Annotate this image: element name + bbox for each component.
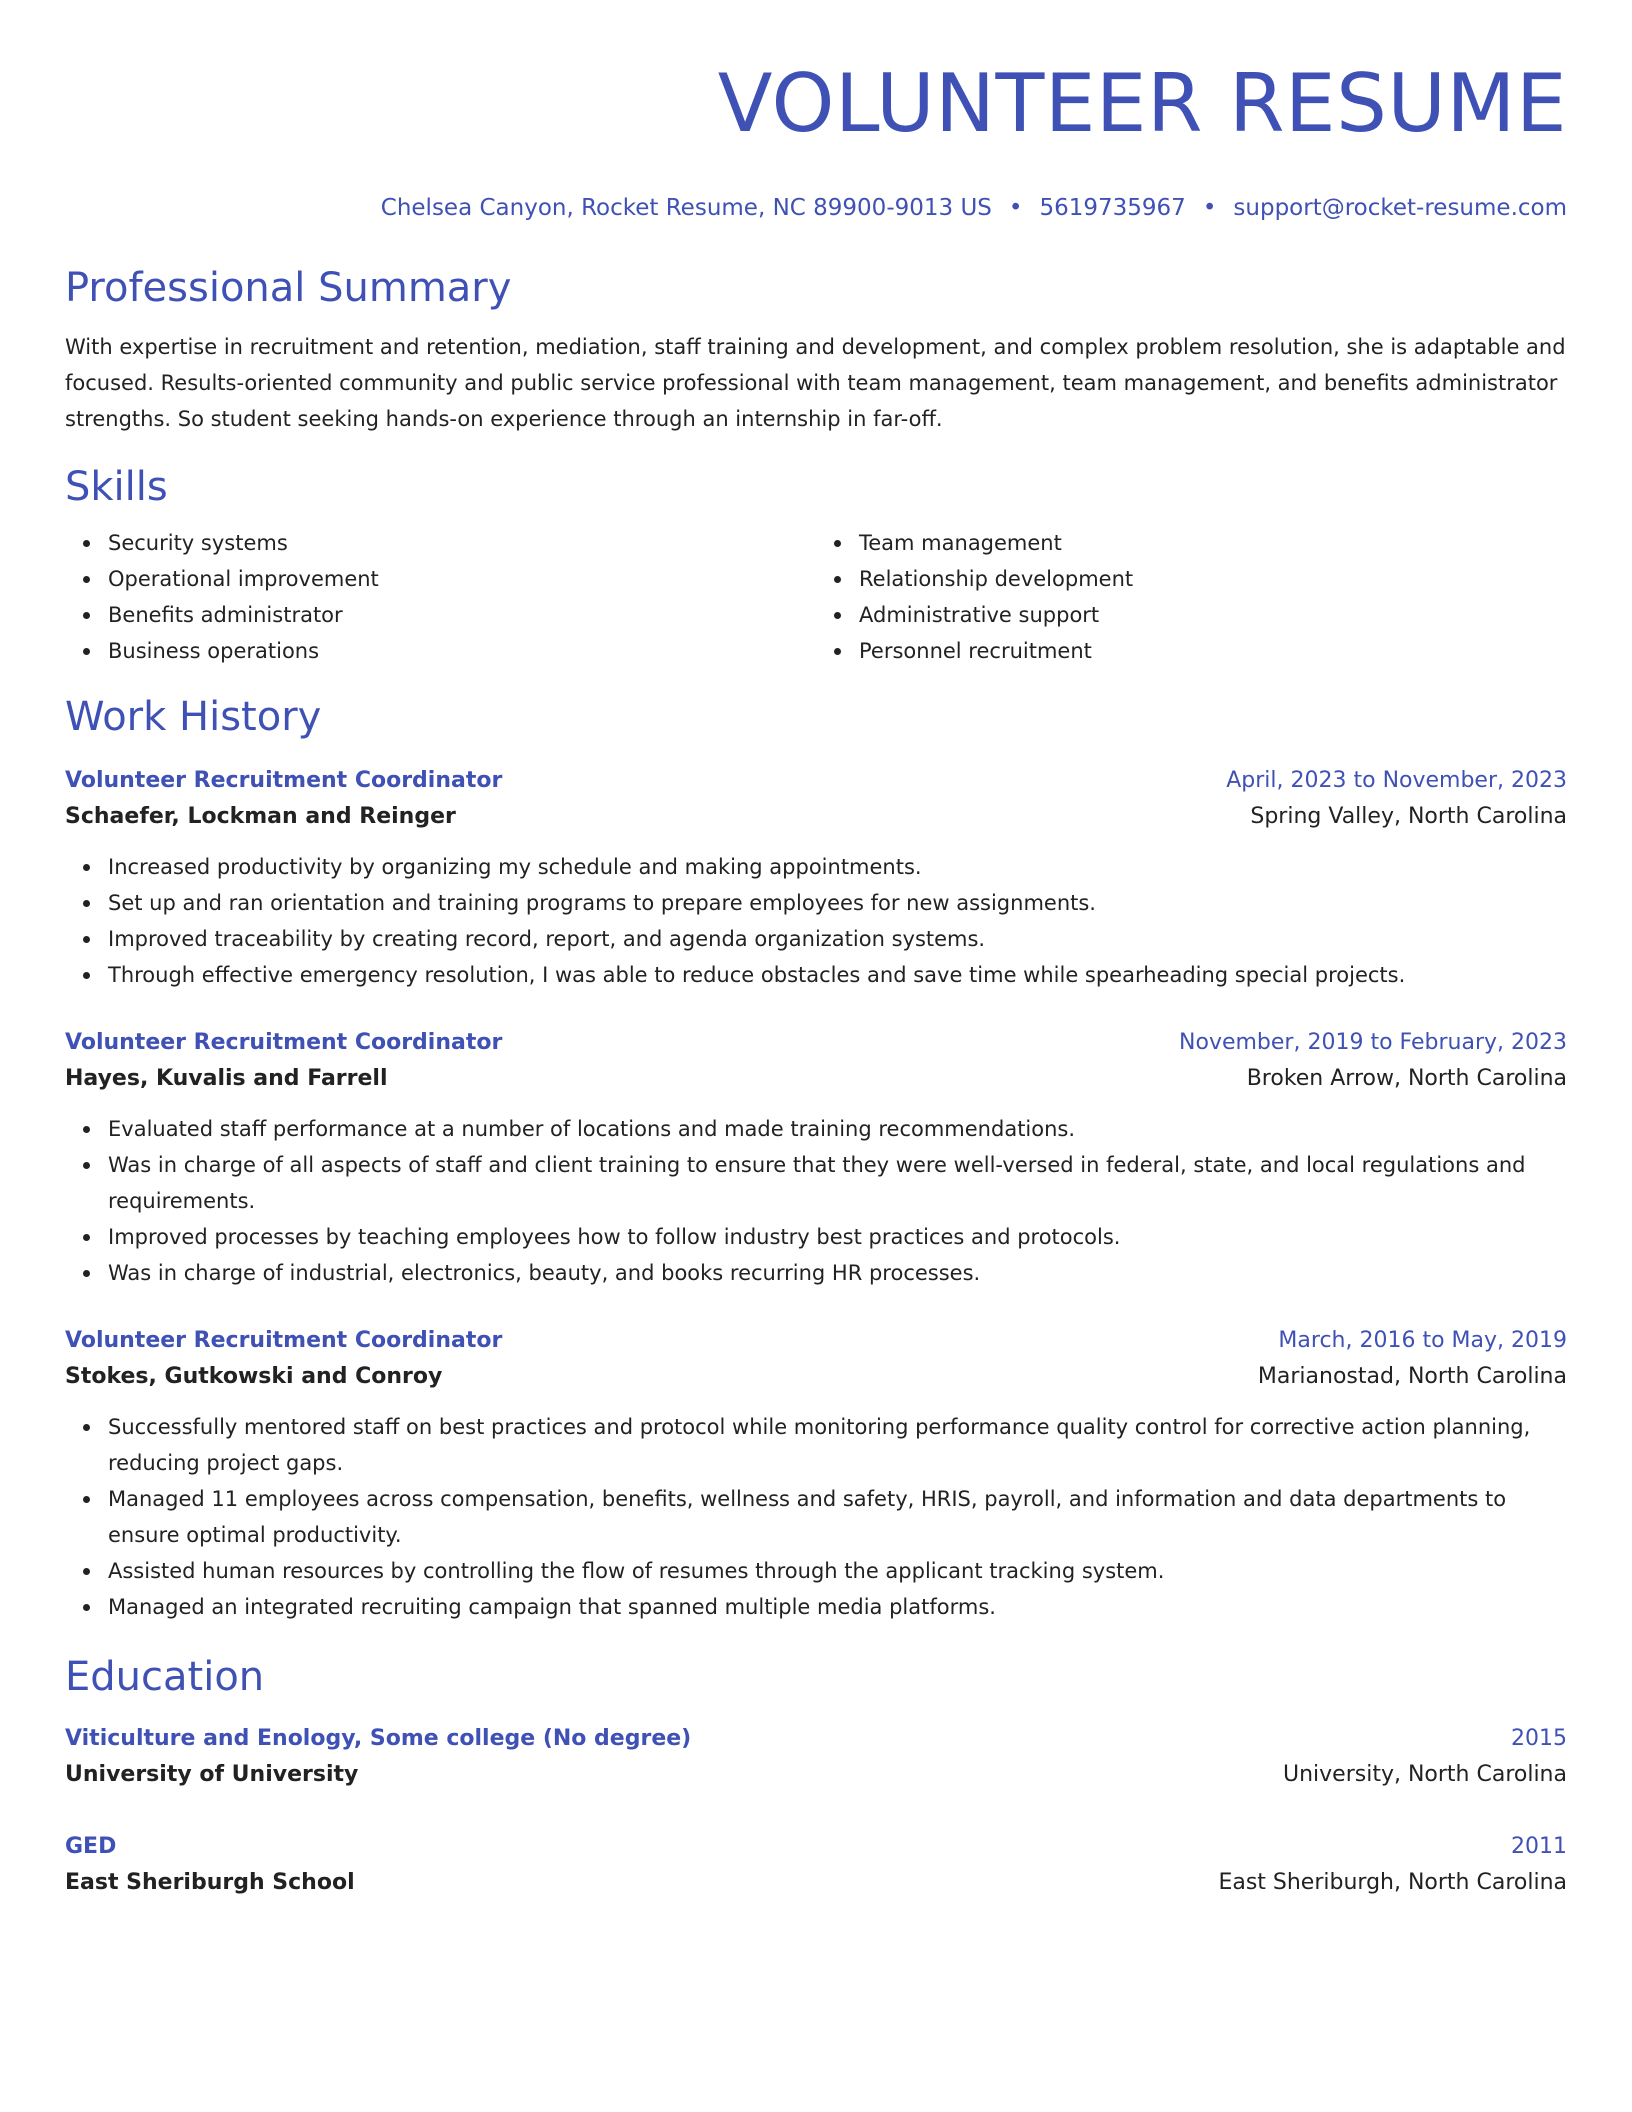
job-bullet: Improved processes by teaching employees how to follow industry best practices and protocols. <box>108 1219 1567 1255</box>
job-role: Volunteer Recruitment Coordinator <box>65 768 503 793</box>
skill-item: Team management <box>859 525 1567 561</box>
contact-separator: • <box>1008 195 1023 221</box>
job-entry <box>65 763 1567 993</box>
skill-item: Security systems <box>108 525 816 561</box>
job-employer: Schaefer, Lockman and Reinger <box>65 804 456 829</box>
contact-separator: • <box>1202 195 1217 221</box>
job-bullet: Evaluated staff performance at a number of locations and made training recommendations. <box>108 1111 1567 1147</box>
job-bullet: Was in charge of industrial, electronics, beauty, and books recurring HR processes. <box>108 1255 1567 1291</box>
job-dates: April, 2023 to November, 2023 <box>1226 768 1567 793</box>
job-bullet: Increased productivity by organizing my schedule and making appointments. <box>108 849 1567 885</box>
education-location: East Sheriburgh, North Carolina <box>1218 1870 1567 1895</box>
contact-phone: 5619735967 <box>1039 195 1186 221</box>
resume-title: VOLUNTEER RESUME <box>717 57 1567 150</box>
education-heading: Education <box>65 1654 265 1700</box>
job-bullet: Improved traceability by creating record, report, and agenda organization systems. <box>108 921 1567 957</box>
skills-list-left <box>65 525 816 669</box>
job-dates: March, 2016 to May, 2019 <box>1278 1328 1567 1353</box>
job-bullet: Successfully mentored staff on best practices and protocol while monitoring performance quality control for corrective action planning, reducing project gaps. <box>108 1409 1567 1481</box>
job-location: Broken Arrow, North Carolina <box>1246 1066 1567 1091</box>
job-header-row <box>65 1025 1567 1061</box>
skills-heading: Skills <box>65 464 168 510</box>
job-employer: Hayes, Kuvalis and Farrell <box>65 1066 388 1091</box>
education-school: East Sheriburgh School <box>65 1870 355 1895</box>
skill-item: Operational improvement <box>108 561 816 597</box>
skill-item: Business operations <box>108 633 816 669</box>
job-employer: Stokes, Gutkowski and Conroy <box>65 1364 443 1389</box>
education-degree: GED <box>65 1834 117 1859</box>
job-role: Volunteer Recruitment Coordinator <box>65 1030 503 1055</box>
skill-item: Benefits administrator <box>108 597 816 633</box>
job-location: Spring Valley, North Carolina <box>1250 804 1567 829</box>
job-org-row <box>65 799 1567 835</box>
education-header-row <box>65 1721 1567 1757</box>
education-header-row <box>65 1829 1567 1865</box>
job-location: Marianostad, North Carolina <box>1257 1364 1567 1389</box>
skill-item: Personnel recruitment <box>859 633 1567 669</box>
job-bullet: Managed 11 employees across compensation, benefits, wellness and safety, HRIS, payroll, and information and data departments to ensure optimal productivity. <box>108 1481 1567 1553</box>
job-header-row <box>65 763 1567 799</box>
education-entry <box>65 1721 1567 1793</box>
skills-list-right <box>816 525 1567 669</box>
education-degree: Viticulture and Enology, Some college (No degree) <box>65 1726 692 1751</box>
skills-grid <box>65 525 1567 669</box>
education-entry <box>65 1829 1567 1901</box>
job-role: Volunteer Recruitment Coordinator <box>65 1328 503 1353</box>
job-entry <box>65 1025 1567 1291</box>
education-school-row <box>65 1865 1567 1901</box>
education-school: University of University <box>65 1762 359 1787</box>
job-bullets <box>65 1409 1567 1625</box>
summary-heading: Professional Summary <box>65 265 512 311</box>
work-history-heading: Work History <box>65 694 322 740</box>
job-dates: November, 2019 to February, 2023 <box>1179 1030 1567 1055</box>
job-bullet: Set up and ran orientation and training programs to prepare employees for new assignments. <box>108 885 1567 921</box>
skill-item: Relationship development <box>859 561 1567 597</box>
contact-line <box>65 192 1567 224</box>
job-org-row <box>65 1359 1567 1395</box>
job-bullets <box>65 849 1567 993</box>
job-bullet: Assisted human resources by controlling the flow of resumes through the applicant tracking system. <box>108 1553 1567 1589</box>
job-bullet: Through effective emergency resolution, I was able to reduce obstacles and save time while spearheading special projects. <box>108 957 1567 993</box>
job-bullets <box>65 1111 1567 1291</box>
skill-item: Administrative support <box>859 597 1567 633</box>
job-header-row <box>65 1323 1567 1359</box>
education-location: University, North Carolina <box>1282 1762 1567 1787</box>
education-year: 2015 <box>1511 1726 1567 1751</box>
summary-text: With expertise in recruitment and retention, mediation, staff training and development, and complex problem resolution, she is adaptable and focused. Results-oriented community and public service professional with team management, team management, and benefits administrator strengths. So student seeking hands-on experience through an internship in far-off. <box>65 335 1566 431</box>
job-bullet: Was in charge of all aspects of staff and client training to ensure that they were well-versed in federal, state, and local regulations and requirements. <box>108 1147 1567 1219</box>
job-bullet: Managed an integrated recruiting campaign that spanned multiple media platforms. <box>108 1589 1567 1625</box>
job-org-row <box>65 1061 1567 1097</box>
contact-email: support@rocket-resume.com <box>1233 195 1567 221</box>
job-entry <box>65 1323 1567 1625</box>
education-school-row <box>65 1757 1567 1793</box>
contact-address: Chelsea Canyon, Rocket Resume, NC 89900-9013 US <box>380 195 992 221</box>
education-year: 2011 <box>1511 1834 1567 1859</box>
